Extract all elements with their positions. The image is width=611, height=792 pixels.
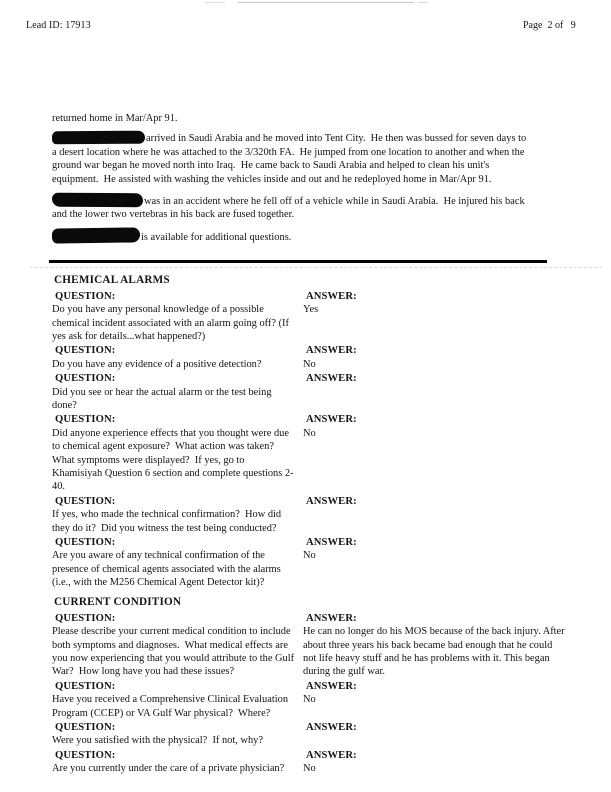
question-cell xyxy=(52,536,303,590)
qa-row xyxy=(52,290,568,344)
question-label: QUESTION: xyxy=(55,414,116,426)
question-text: Were you satisfied with the physical? If not, why? xyxy=(52,735,263,747)
question-cell xyxy=(52,749,303,776)
question-text: Did anyone experience effects that you thought were due to chemical agent exposure? What action was taken? What symptoms were displayed? If yes, go to Khamisiyah Question 6 section and complete questions 2-40. xyxy=(52,427,294,493)
qa-row xyxy=(52,721,568,748)
answer-label: ANSWER: xyxy=(306,373,357,385)
question-text: If yes, who made the technical confirmation? How did they do it? Did you witness the test being conducted? xyxy=(52,509,284,534)
answer-text: No xyxy=(303,763,316,775)
qa-row xyxy=(52,749,568,776)
question-cell xyxy=(52,344,303,371)
question-cell xyxy=(52,495,303,535)
question-label: QUESTION: xyxy=(55,290,116,302)
answer-label: ANSWER: xyxy=(306,537,357,549)
answer-cell xyxy=(303,495,568,535)
answer-cell xyxy=(303,413,568,493)
narrative-paragraph xyxy=(52,228,529,244)
question-label: QUESTION: xyxy=(55,495,116,507)
question-text: Please describe your current medical condition to include both symptoms and diagnoses. What medical effects are you now experiencing that you would attribute to the Gulf War? How long have you had these issues? xyxy=(52,626,297,678)
scan-artifact-line xyxy=(30,267,602,268)
answer-cell xyxy=(303,536,568,590)
narrative-text: is available for additional questions. xyxy=(141,231,292,243)
qa-row xyxy=(52,612,568,679)
question-label: QUESTION: xyxy=(55,749,116,761)
narrative-text: arrived in Saudi Arabia and he moved into Tent City. He then was bussed for seven days to a desert location where he was attached to the 3/320th FA. He jumped from one location to another and when the ground war began he moved north into Iraq. He came back to Saudi Arabia and helped to clean his unit's equipment. He assisted with washing the vehicles inside and out and he redeployed home in Mar/Apr 91. xyxy=(52,133,529,185)
question-label: QUESTION: xyxy=(55,537,116,549)
answer-text: No xyxy=(303,427,316,439)
redaction-mark xyxy=(52,131,145,145)
redaction-mark xyxy=(52,193,143,207)
answer-label: ANSWER: xyxy=(306,414,357,426)
question-cell xyxy=(52,372,303,412)
narrative-text: was in an accident where he fell off of a vehicle while in Saudi Arabia. He injured his back and the lower two vertebras in his back are fused together. xyxy=(52,196,528,221)
lead-id: Lead ID: 17913 xyxy=(26,20,91,31)
answer-cell xyxy=(303,749,568,776)
section-current-condition xyxy=(52,595,568,776)
scan-artifact-line xyxy=(238,2,414,3)
question-label: QUESTION: xyxy=(55,680,116,692)
answer-cell xyxy=(303,372,568,412)
answer-text: Yes xyxy=(303,304,319,316)
question-label: QUESTION: xyxy=(55,345,116,357)
question-text: Are you currently under the care of a private physician? xyxy=(52,763,285,775)
question-text: Have you received a Comprehensive Clinical Evaluation Program (CCEP) or VA Gulf War physical? Where? xyxy=(52,694,291,719)
question-label: QUESTION: xyxy=(55,373,116,385)
qa-row xyxy=(52,495,568,535)
question-cell xyxy=(52,290,303,344)
answer-label: ANSWER: xyxy=(306,345,357,357)
answer-label: ANSWER: xyxy=(306,749,357,761)
narrative-paragraph xyxy=(52,193,529,222)
question-label: QUESTION: xyxy=(55,612,116,624)
narrative-paragraph xyxy=(52,112,529,125)
question-text: Are you aware of any technical confirmation of the presence of chemical agents associated with the alarms (i.e., with the M256 Chemical Agent Detector kit)? xyxy=(52,550,284,589)
question-text: Did you see or hear the actual alarm or the test being done? xyxy=(52,386,275,411)
section-title: CHEMICAL ALARMS xyxy=(54,273,170,286)
section-divider xyxy=(49,260,547,263)
scan-artifact-line xyxy=(418,2,428,3)
answer-label: ANSWER: xyxy=(306,495,357,507)
answer-cell xyxy=(303,290,568,344)
answer-label: ANSWER: xyxy=(306,721,357,733)
page-number: Page 2 of 9 xyxy=(523,20,576,31)
answer-label: ANSWER: xyxy=(306,290,357,302)
section-chemical-alarms xyxy=(52,273,568,590)
qa-row xyxy=(52,372,568,412)
answer-cell xyxy=(303,680,568,720)
redaction-mark xyxy=(52,227,140,243)
answer-text: No xyxy=(303,694,316,706)
answer-text: He can no longer do his MOS because of the back injury. After about three years his back became bad enough that he could not life heavy stuff and he has problems with it. This began during the gulf war. xyxy=(303,626,568,678)
page-content xyxy=(52,112,568,777)
question-cell xyxy=(52,721,303,748)
answer-cell xyxy=(303,344,568,371)
answer-text: No xyxy=(303,550,316,562)
answer-label: ANSWER: xyxy=(306,680,357,692)
qa-row xyxy=(52,680,568,720)
qa-row xyxy=(52,344,568,371)
scan-artifact-line xyxy=(205,2,225,3)
section-title: CURRENT CONDITION xyxy=(54,595,182,608)
question-text: Do you have any evidence of a positive detection? xyxy=(52,358,262,370)
narrative-paragraph xyxy=(52,131,529,186)
answer-label: ANSWER: xyxy=(306,612,357,624)
narrative-text: returned home in Mar/Apr 91. xyxy=(52,113,178,124)
answer-text: No xyxy=(303,358,316,370)
question-cell xyxy=(52,612,303,679)
question-cell xyxy=(52,413,303,493)
question-text: Do you have any personal knowledge of a possible chemical incident associated with an alarm going off? (If yes ask for details...what happened?) xyxy=(52,304,292,342)
question-cell xyxy=(52,680,303,720)
qa-row xyxy=(52,413,568,493)
question-label: QUESTION: xyxy=(55,721,116,733)
qa-row xyxy=(52,536,568,590)
answer-cell xyxy=(303,721,568,748)
answer-cell xyxy=(303,612,568,679)
